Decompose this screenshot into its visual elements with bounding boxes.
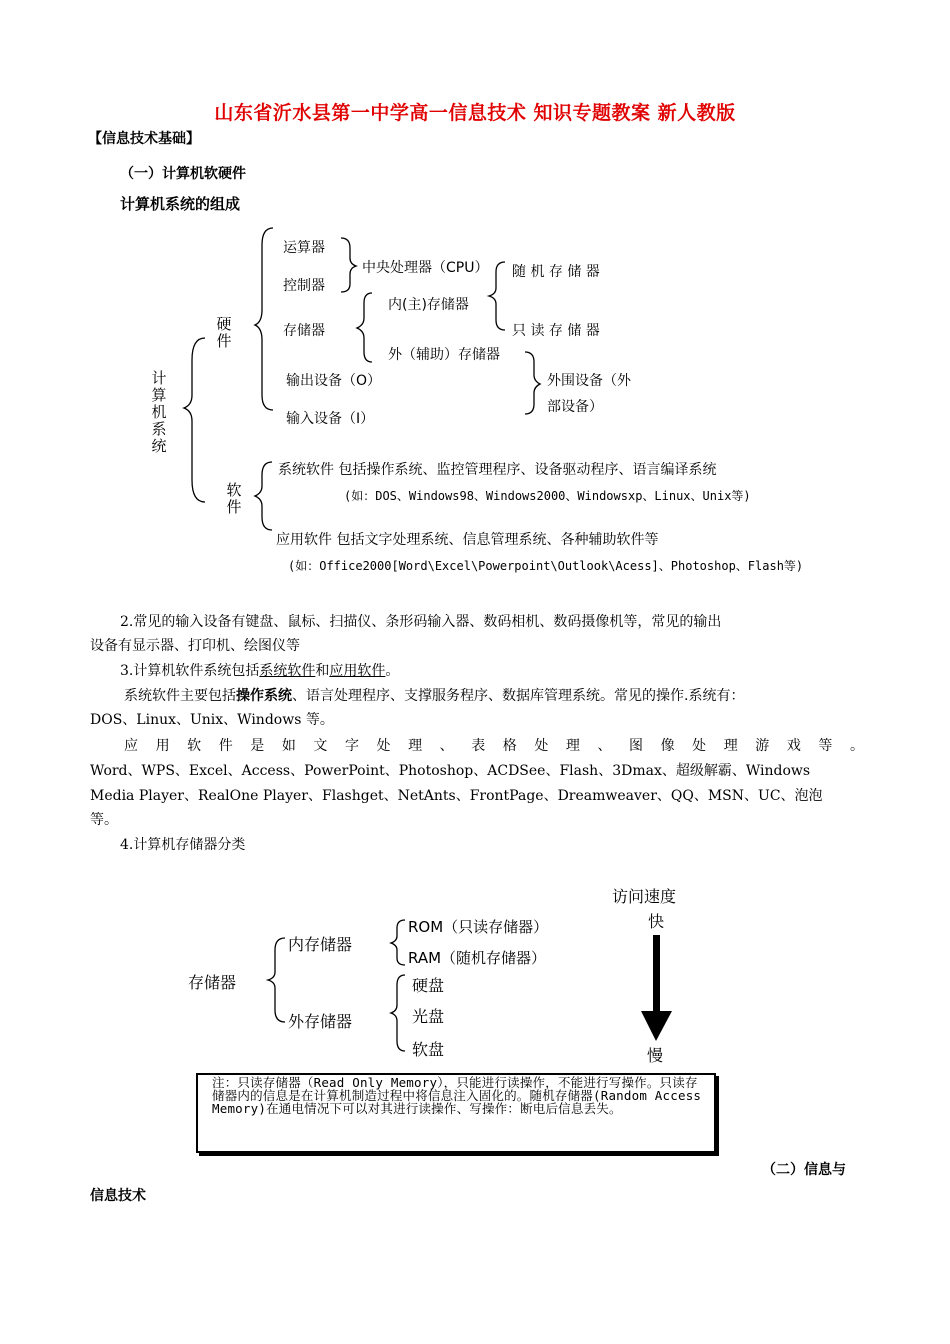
internal-storage-label: 内(主)存储器 [388,297,469,313]
paragraph-2-line1: 2.常见的输入设备有键盘、鼠标、扫描仪、条形码输入器、数码相机、数码摄像机等，常见的输出 [120,614,722,630]
section-heading: 【信息技术基础】 [88,131,200,147]
application-software-line2: Word、WPS、Excel、Access、PowerPoint、Photoshop、ACDSee、Flash、3Dmax、超级解霸、Windows [90,763,811,779]
speed-arrow-head [641,1011,672,1041]
subsection-heading-1: （一）计算机软硬件 [120,166,246,182]
ram-item: RAM（随机存储器） [408,949,547,967]
diagram1-heading: 计算机系统的组成 [120,195,241,213]
hard-disk-item: 硬盘 [412,976,445,995]
external-memory-label: 外存储器 [288,1012,353,1031]
system-software-rest: 、语言处理程序、支撑服务程序、数据库管理系统。常见的操作.系统有： [292,688,745,704]
fast-label: 快 [648,912,665,931]
external-storage-label: 外（辅助）存储器 [388,347,500,363]
ram-label: 随 机 存 储 器 [512,264,600,280]
cpu-label: 中央处理器（CPU） [362,260,489,276]
internal-memory-label: 内存储器 [288,935,353,954]
os-term: 操作系统 [236,688,292,704]
optical-disk-item: 光盘 [412,1007,445,1026]
diagram1-root-label: 计算机系统 [151,369,167,455]
brace-storage-main [268,938,285,1022]
system-software-term: 系统软件 [259,663,316,679]
access-speed-label: 访问速度 [612,887,677,906]
subsection-heading-2-part1: （二）信息与 [762,1162,846,1178]
application-software-desc: 应用软件 包括文字处理系统、信息管理系统、各种辅助软件等 [276,532,659,548]
control-label: 控制器 [283,278,325,294]
system-software-examples: (如：DOS、Windows98、Windows2000、Windowsxp、Linux、Unix等) [344,489,751,503]
software-label: 软件 [226,481,242,516]
peripheral-label-line1: 外围设备（外 [547,373,631,389]
application-software-line4: 等。 [90,812,118,828]
brace-external [391,975,405,1051]
input-device-label: 输入设备（I） [286,411,375,427]
hardware-label: 硬件 [216,315,232,350]
paragraph-3-and: 和 [315,663,330,679]
system-software-prefix: 系统软件主要包括 [124,688,236,704]
storage-label: 存储器 [283,323,325,339]
subsection-heading-2-part2: 信息技术 [90,1188,146,1204]
speed-arrow-shaft [653,935,660,1015]
storage-root-label: 存储器 [188,973,237,992]
page-title: 山东省沂水县第一中学高一信息技术 知识专题教案 新人教版 [214,102,736,124]
paragraph-3-prefix: 3.计算机软件系统包括 [120,663,260,679]
paragraph-2-line2: 设备有显示器、打印机、绘图仪等 [90,638,300,654]
application-software-term: 应用软件 [329,663,386,679]
system-software-desc: 系统软件 包括操作系统、监控管理程序、设备驱动程序、语言编译系统 [278,462,717,478]
application-software-examples: (如：Office2000[Word\Excel\Powerpoint\Outlook\Acess]、Photoshop、Flash等) [288,559,804,573]
peripheral-label-line2: 部设备） [547,399,603,415]
paragraph-4: 4.计算机存储器分类 [120,837,246,853]
application-software-line3: Media Player、RealOne Player、Flashget、NetAnts、FrontPage、Dreamweaver、QQ、MSN、UC、泡泡 [90,788,823,804]
brace-internal [391,920,405,965]
floppy-disk-item: 软盘 [412,1040,445,1059]
rom-item: ROM（只读存储器） [408,918,549,936]
note-text: 注：只读存储器（Read Only Memory），只能进行读操作，不能进行写操作。只读存储器内的信息是在计算机制造过程中将信息注入固化的。随机存储器(Random Access Memory)在通电情况下可以对其进行读操作、写操作：断电后信息丢失。 [212,1075,702,1116]
application-software-line1: 应 用 软 件 是 如 文 字 处 理 、 表 格 处 理 、 图 像 处 理 游 戏 等 。 [124,738,864,754]
alu-label: 运算器 [283,240,325,256]
output-device-label: 输出设备（O） [286,373,382,389]
slow-label: 慢 [647,1046,664,1065]
rom-label: 只 读 存 储 器 [512,323,600,339]
system-software-line2: DOS、Linux、Unix、Windows 等。 [90,712,334,728]
paragraph-3-end: 。 [385,663,400,679]
